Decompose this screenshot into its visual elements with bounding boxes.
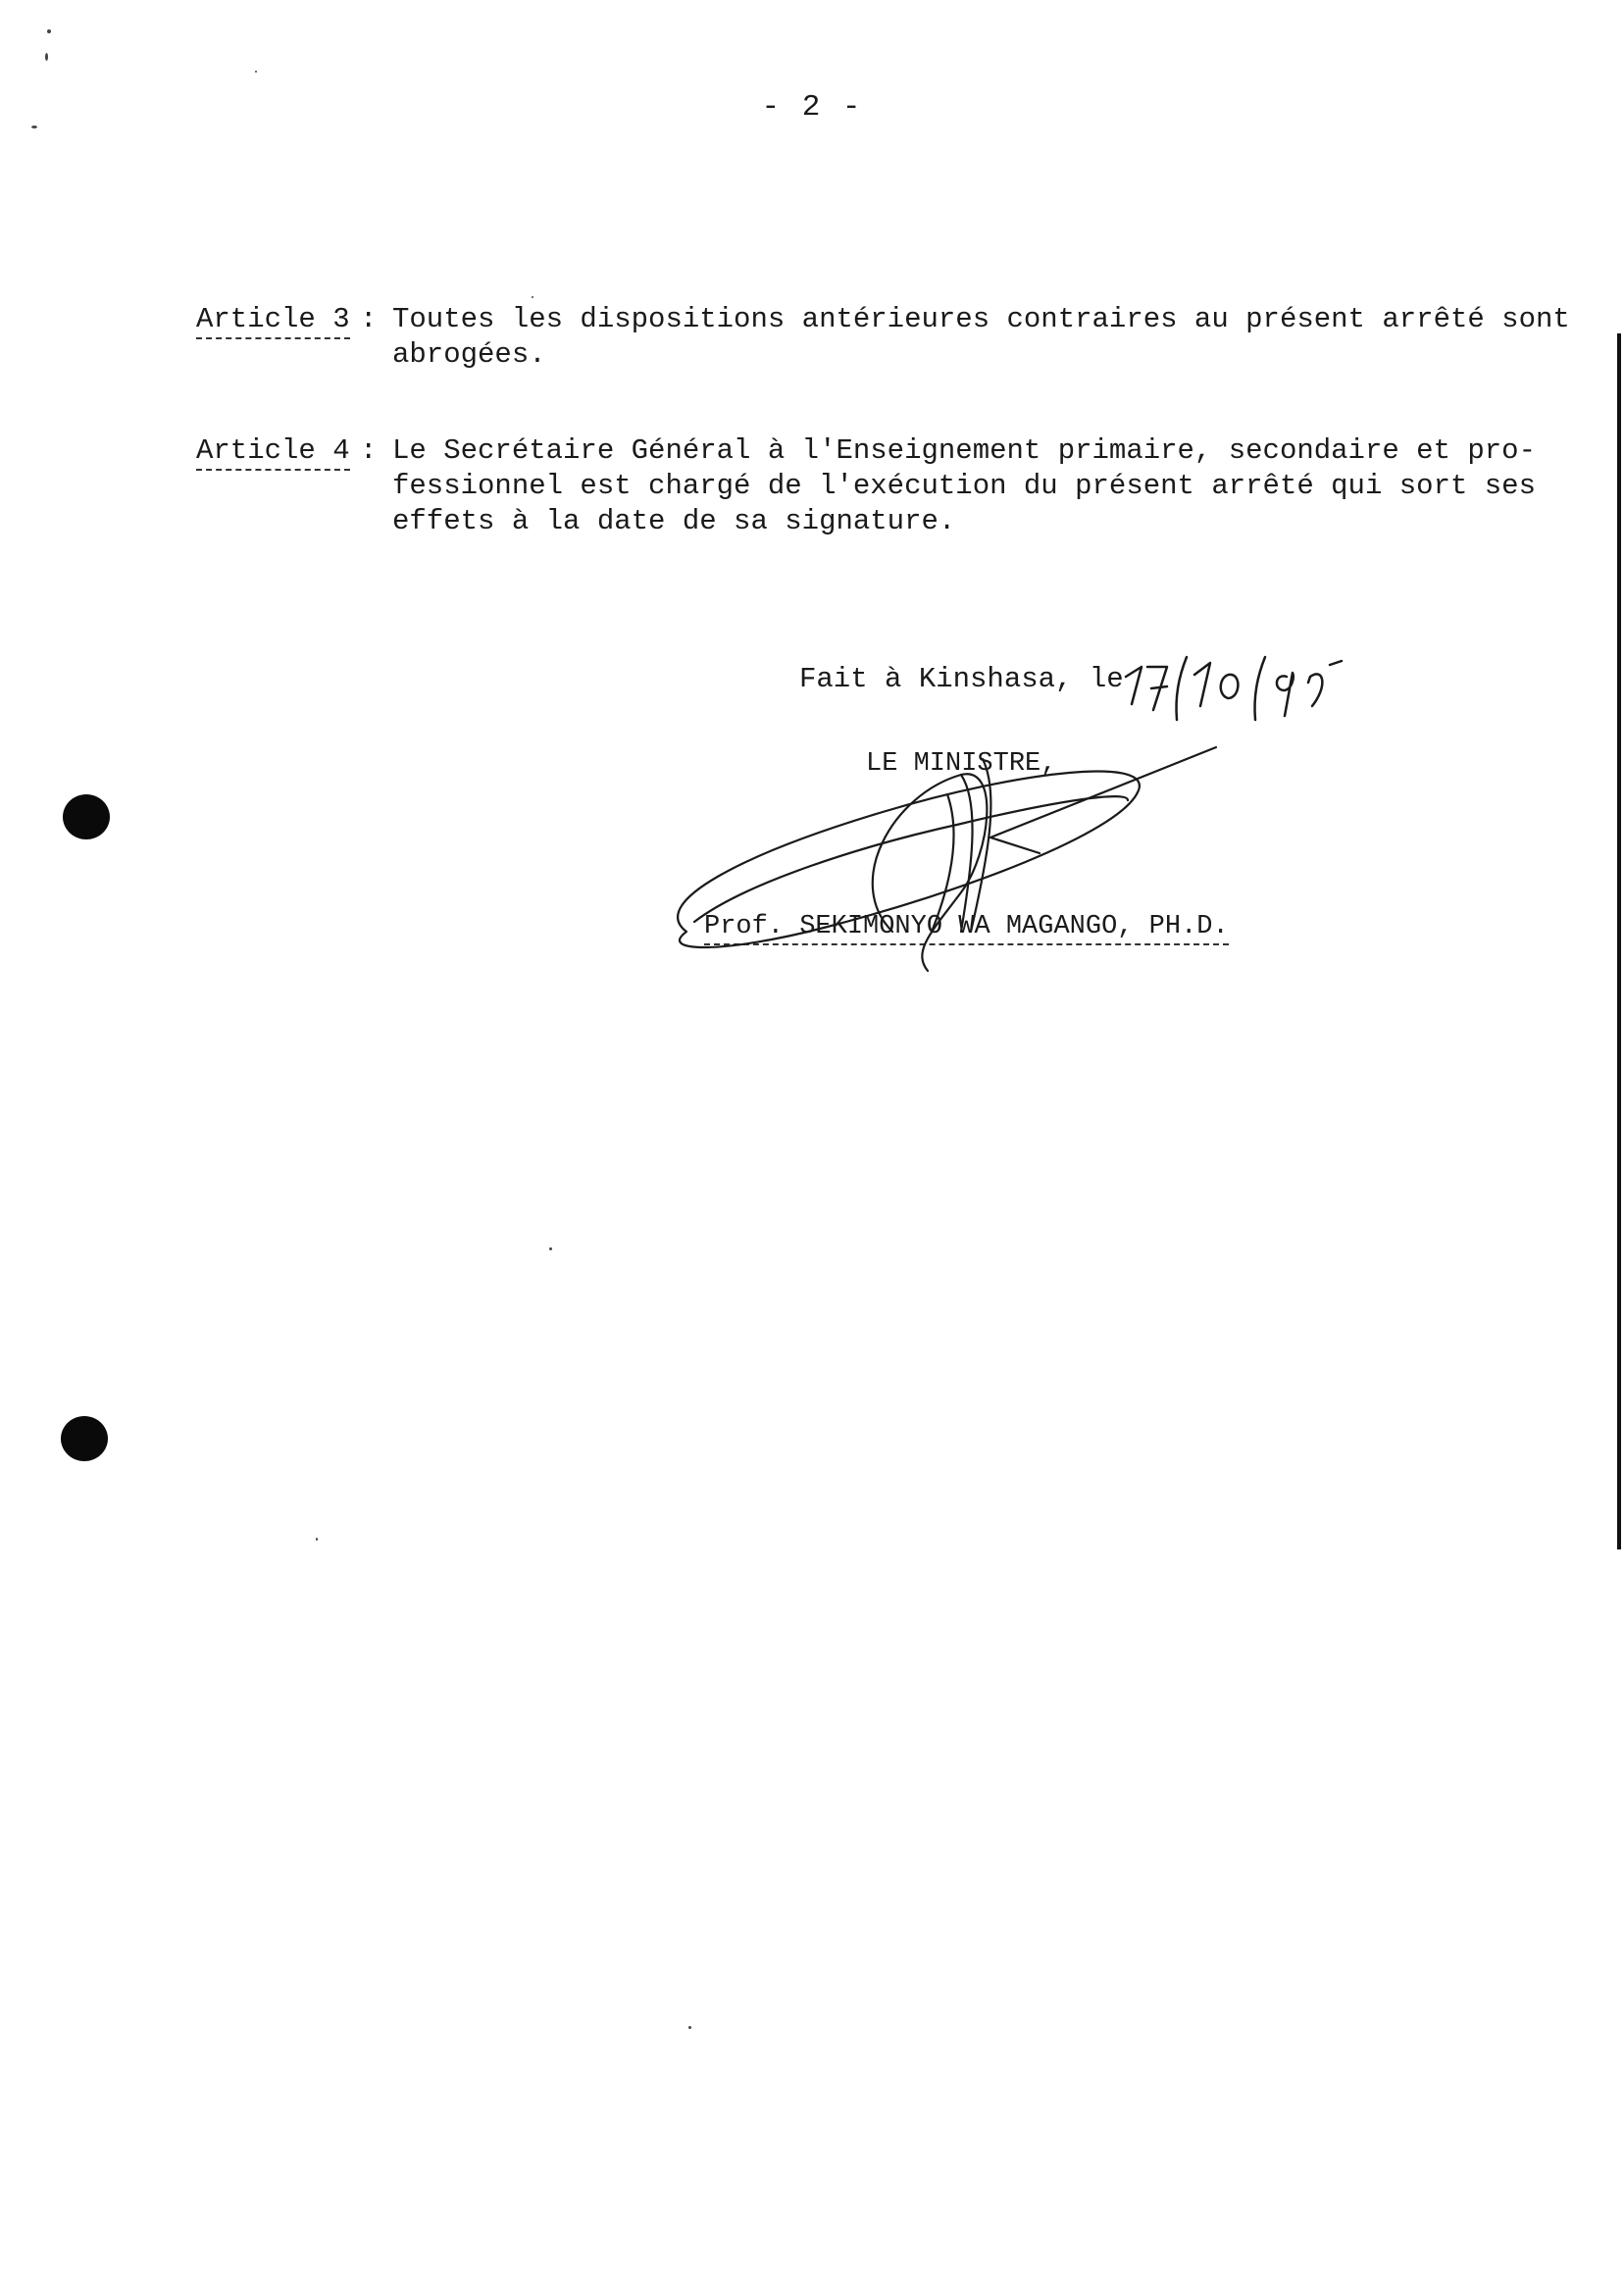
scan-speck xyxy=(532,296,533,298)
article-4-line-2: fessionnel est chargé de l'exécution du présent arrêté qui sort ses xyxy=(392,470,1536,502)
article-4-line-1: Le Secrétaire Général à l'Enseignement primaire, secondaire et pro- xyxy=(392,434,1536,467)
handwritten-date xyxy=(1118,637,1422,726)
scan-speck xyxy=(255,71,257,73)
scan-speck xyxy=(549,1247,552,1250)
minister-title: LE MINISTRE, xyxy=(866,749,1057,779)
signature xyxy=(667,736,1236,981)
article-separator: : xyxy=(360,303,378,335)
article-label xyxy=(196,302,387,337)
place-and-date-label: Fait à Kinshasa, le xyxy=(799,663,1124,695)
article-label xyxy=(196,433,387,469)
article-4-text xyxy=(392,433,1536,539)
page-number: - 2 - xyxy=(761,90,863,125)
article-3-label: Article 3 xyxy=(196,303,350,339)
punch-hole xyxy=(63,794,110,839)
scan-speck xyxy=(31,126,37,128)
scan-edge-line xyxy=(1617,333,1621,1549)
article-3-text xyxy=(392,302,1570,373)
punch-hole xyxy=(61,1416,108,1461)
article-3-line-2: abrogées. xyxy=(392,338,546,371)
article-separator: : xyxy=(360,434,378,467)
article-3-line-1: Toutes les dispositions antérieures contraires au présent arrêté sont xyxy=(392,303,1570,335)
scan-speck xyxy=(316,1538,318,1541)
scan-speck xyxy=(47,29,51,33)
article-4-label: Article 4 xyxy=(196,434,350,471)
scan-speck xyxy=(688,2026,691,2029)
minister-name: Prof. SEKIMONYO WA MAGANGO, PH.D. xyxy=(704,912,1229,945)
article-4-line-3: effets à la date de sa signature. xyxy=(392,505,956,537)
scan-speck xyxy=(45,53,48,61)
